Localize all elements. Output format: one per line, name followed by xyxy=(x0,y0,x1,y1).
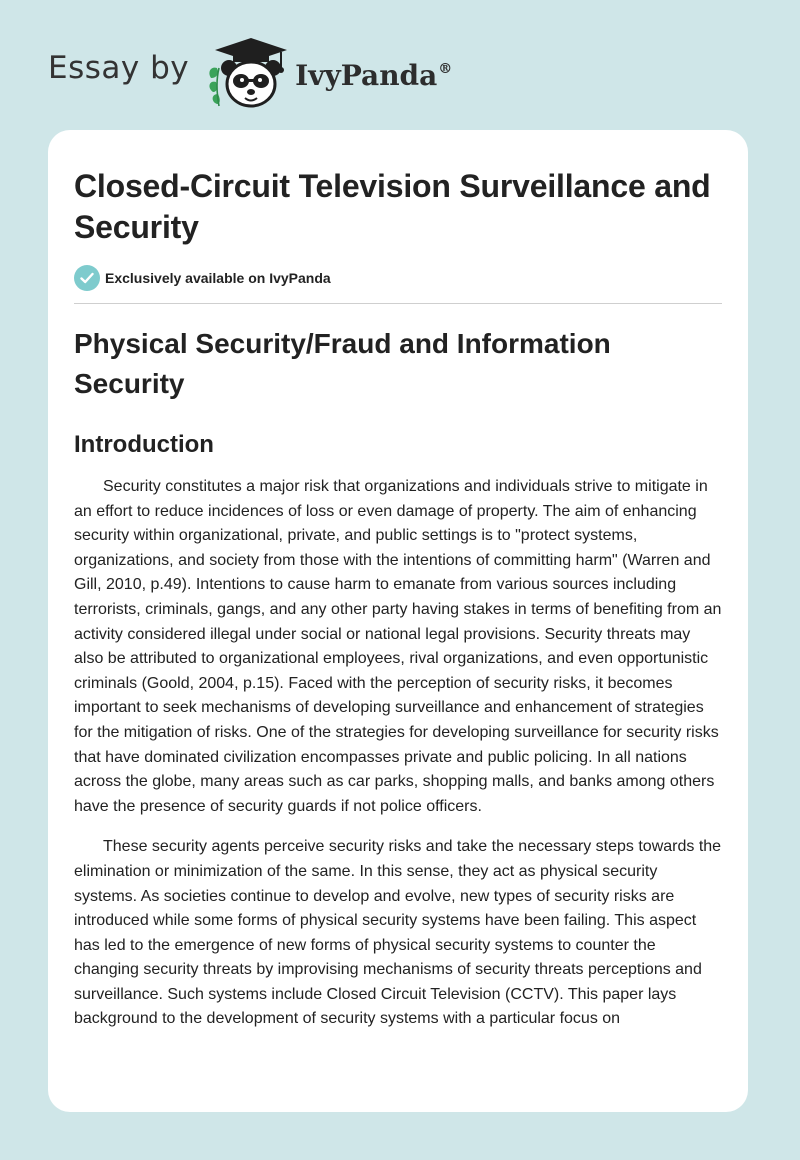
site-header xyxy=(48,34,452,110)
exclusive-badge-text: Exclusively available on IvyPanda xyxy=(105,270,331,286)
section-heading: Physical Security/Fraud and Information Security xyxy=(74,328,611,399)
registered-mark: ® xyxy=(438,60,453,77)
brand-name-text: IvyPanda xyxy=(295,58,438,92)
divider xyxy=(74,303,722,304)
exclusive-badge xyxy=(74,265,722,291)
paragraph: These security agents perceive security risks and take the necessary steps towards the elimination or minimization of the same. In this sense, they act as physical security systems. As societies continue to develop and evolve, new types of security risks are introduced while some forms of physical security systems have been failing. This aspect has led to the emergence of new forms of physical security systems to counter the changing security threats by improvising mechanisms of security threats perceptions and surveillance. Such systems include Closed Circuit Television (CCTV). This paper lays background to the development of security systems with a particular focus on xyxy=(74,838,722,1028)
check-circle-icon xyxy=(74,265,100,291)
panda-graduate-icon[interactable] xyxy=(205,34,293,110)
subsection-heading: Introduction xyxy=(74,431,214,458)
brand-name[interactable] xyxy=(295,59,452,92)
paragraph: Security constitutes a major risk that organizations and individuals strive to mitigate in an effort to reduce incidences of loss or even damage of property. The aim of enhancing security within organizational, private, and public settings is to "protect systems, organizations, and society from those with the intentions of committing harm" (Warren and Gill, 2010, p.49). Intentions to cause harm to emanate from various sources including terrorists, criminals, gangs, and any other party having stakes in terms of benefiting from an activity considered illegal under social or national legal provisions. Security threats may also be attributed to organizational employees, rival organizations, and even opportunistic criminals (Goold, 2004, p.15). Faced with the perception of security risks, it becomes important to seek mechanisms of developing surveillance and enhancement of strategies for the mitigation of risks. One of the strategies for developing surveillance for security risks that have dominated civilization encompasses private and public policing. In all nations across the globe, many areas such as car parks, shopping malls, and banks among others have the presence of security guards if not police officers. xyxy=(74,478,722,815)
essay-title: Closed-Circuit Television Surveillance and Security xyxy=(74,168,711,245)
essay-by-label: Essay by xyxy=(48,50,190,86)
essay-card xyxy=(48,130,748,1112)
